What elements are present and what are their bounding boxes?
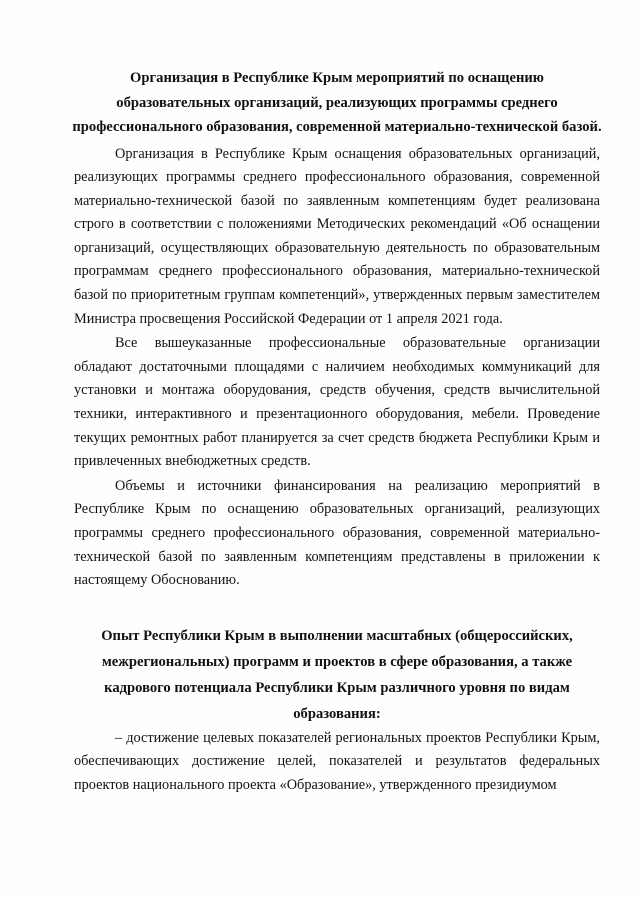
list-item-text: достижение целевых показателей региональных проектов Республики Крым, обеспечивающих достижение целей, показателей и результатов федеральных проектов национального проекта «Образование», утвержденного президиумом: [74, 729, 601, 793]
heading-line: профессионального образования, современной материально-технической базой.: [72, 119, 602, 135]
heading-line: образовательных организаций, реализующих программы среднего: [116, 94, 558, 111]
paragraph-equipment-organization: Организация в Республике Крым оснащения образовательных организаций, реализующих программы среднего профессионального образования, современной материально-технической базой по заявленным компетенциям будет реализована строго в соответствии с положениями Методических рекомендаций «Об оснащении организаций, осуществляющих образовательную деятельность по образовательным программам среднего профессионального образования, материально-технической базой по приоритетным группам компетенций», утвержденных первым заместителем Министра просвещения Российской Федерации от 1 апреля 2021 года.: [74, 145, 600, 327]
section-heading-equipment: [74, 66, 600, 140]
list-item: [74, 727, 600, 798]
document-content: [74, 66, 600, 798]
paragraph-facilities: Все вышеуказанные профессиональные образовательные организации обладают достаточными площадями с наличием необходимых коммуникаций для установки и монтажа оборудования, средств обучения, средств вычислительной техники, интерактивного и презентационного оборудования, мебели. Проведение текущих ремонтных работ планируется за счет средств бюджета Республики Крым и привлеченных внебюджетных средств.: [74, 335, 600, 470]
heading-line: образования:: [293, 705, 381, 722]
heading-line: межрегиональных) программ и проектов в сфере образования, а также: [101, 653, 573, 670]
heading-line: кадрового потенциала Республики Крым различного уровня по видам: [104, 679, 570, 696]
heading-line: Организация в Республике Крым мероприятий по оснащению: [130, 70, 544, 86]
section-heading-experience: [74, 623, 600, 727]
list-dash: –: [115, 729, 123, 746]
heading-line: Опыт Республики Крым в выполнении масштабных (общероссийских,: [101, 627, 573, 644]
paragraph-financing: Объемы и источники финансирования на реализацию мероприятий в Республике Крым по оснащению образовательных организаций, реализующих программы среднего профессионального образования, современной материально-технической базой по заявленным компетенциям представлены в приложении к настоящему Обоснованию.: [74, 477, 600, 589]
